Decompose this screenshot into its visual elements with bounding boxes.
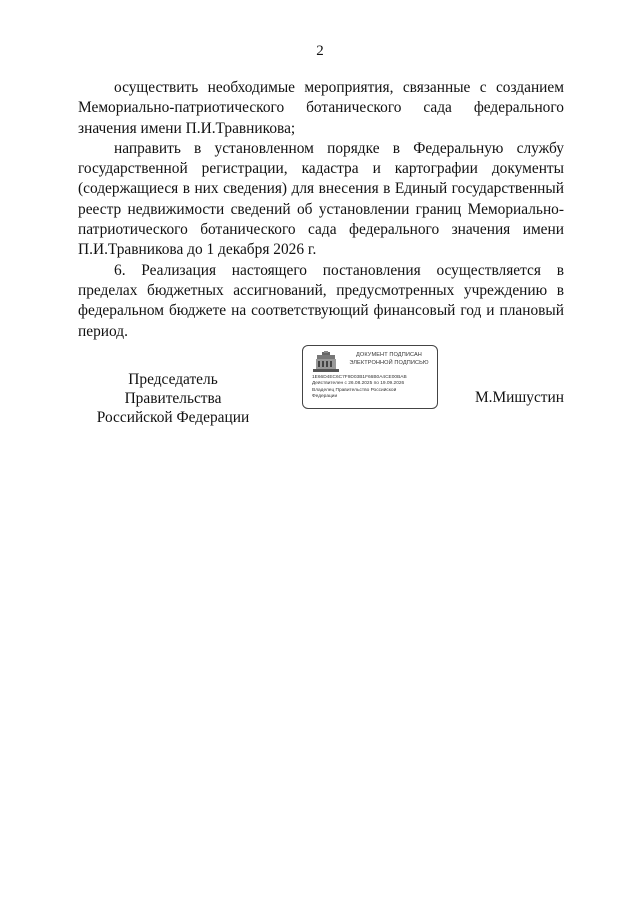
signatory-name: М.Мишустин (474, 389, 564, 406)
signatory-title-line-1: Председатель Правительства (124, 371, 222, 407)
stamp-details (312, 375, 436, 401)
stamp-validity: Действителен с 26.08.2025 по 19.09.2026 (312, 381, 405, 387)
stamp-owner: Владелец Правительство Российской (312, 387, 397, 393)
stamp-heading-line-1: ДОКУМЕНТ ПОДПИСАН (356, 352, 422, 358)
paragraph-registration: направить в установленном порядке в Федеральную службу государственной регистрации, кадастра и картографии документы (содержащиеся в них сведения) для внесения в Единый государственный реестр недвижимости сведений об установлении границ Мемориально-патриотического ботанического сада федерального значения имени П.И.Травникова до 1 декабря 2026 г. (78, 139, 564, 259)
stamp-certificate-number: 1E66D4EC6C7F9D03B1F66B0A4CE00BAB (312, 375, 407, 380)
signatory-title (78, 370, 268, 427)
stamp-heading-line-2: ЭЛЕКТРОННОЙ ПОДПИСЬЮ (349, 359, 429, 366)
page-number: 2 (316, 43, 324, 59)
electronic-signature-stamp (302, 345, 438, 409)
signatory-title-line-2: Российской Федерации (96, 409, 250, 426)
paragraph-funding: 6. Реализация настоящего постановления осуществляется в пределах бюджетных ассигнований, предусмотренных учреждению в федеральном бюджете на соответствующий финансовый год и плановый период. (78, 261, 564, 340)
document-body (78, 78, 564, 342)
stamp-heading (343, 352, 435, 367)
stamp-owner-continued: Федерации (312, 394, 338, 400)
government-building-icon (312, 351, 340, 373)
signature-block (78, 340, 564, 426)
paragraph-measures: осуществить необходимые мероприятия, связанные с созданием Мемориально-патриотического ботанического сада федерального значения имени П.И.Травникова; (78, 79, 564, 137)
